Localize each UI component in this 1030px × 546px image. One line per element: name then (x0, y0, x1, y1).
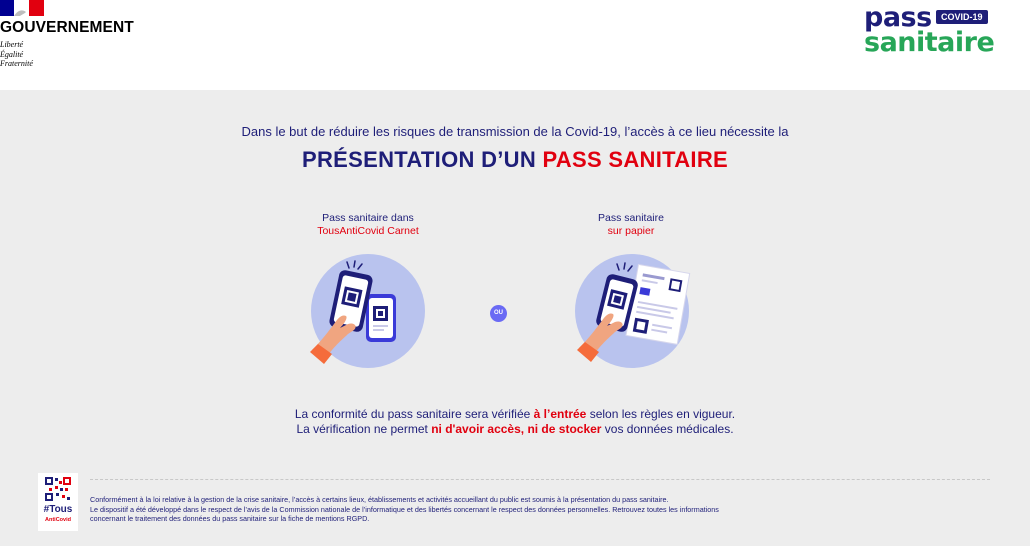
motto-liberte: Liberté (0, 40, 24, 49)
tac-anticovid-text: AntiCovid (45, 517, 71, 523)
tac-tous-text: #Tous (43, 504, 73, 515)
title-part-presentation: PRÉSENTATION D’UN (301, 147, 543, 172)
tousanticovid-logo (38, 473, 78, 531)
logo-sanitaire-word: sanitaire (864, 27, 995, 58)
republic-motto (0, 40, 33, 69)
title-part-pass-sanitaire: PASS SANITAIRE (542, 147, 728, 172)
paper-qr-illustration (575, 254, 705, 368)
header (0, 0, 1030, 90)
conformity-line1-b: à l’entrée (533, 407, 587, 421)
option-paper-label (531, 212, 731, 238)
legal-line-2: Le dispositif a été développé dans le respect de l’avis de la Commission nationale de l’informatique et des libertés concernant le respect des données personnelles. Retrouvez toutes les informations (90, 504, 719, 514)
conformity-line2-a: La vérification ne permet (296, 422, 432, 436)
conformity-line1-a: La conformité du pass sanitaire sera vérifiée (294, 407, 534, 421)
option-digital-line2: TousAntiCovid Carnet (317, 225, 419, 237)
conformity-line2 (0, 422, 1030, 437)
covid-badge: COVID-19 (936, 10, 988, 24)
option-paper-line2: sur papier (607, 225, 655, 237)
gouvernement-title: GOUVERNEMENT (0, 19, 134, 36)
conformity-line1-c: selon les règles en vigueur. (586, 407, 736, 421)
legal-notice (90, 495, 1000, 524)
marianne-flag-icon (0, 0, 44, 16)
tousanticovid-qr-icon (38, 473, 78, 503)
motto-fraternite: Fraternité (0, 59, 33, 68)
legal-line-1: Conformément à la loi relative à la gestion de la crise sanitaire, l’accès à certains lieux, établissements et activités accueillant du public est soumis à la présentation du pass sanitaire. (90, 495, 669, 504)
phone-qr-illustration (304, 254, 434, 368)
or-separator: OU (490, 305, 507, 322)
conformity-line2-c: vos données médicales. (601, 422, 734, 436)
option-digital-line1: Pass sanitaire dans (322, 212, 414, 224)
legal-line-3: concernant le traitement des données du pass sanitaire sur la fiche de mentions RGPD. (90, 514, 370, 523)
logo-pass-word: pass (864, 2, 932, 33)
intro-text: Dans le but de réduire les risques de transmission de la Covid-19, l’accès à ce lieu nécessite la (241, 124, 789, 139)
option-paper-line1: Pass sanitaire (598, 212, 664, 224)
pass-sanitaire-logo (864, 2, 995, 64)
page-title (0, 147, 1030, 173)
motto-egalite: Égalité (0, 49, 24, 59)
conformity-notice (0, 407, 1030, 437)
conformity-line2-b: ni d'avoir accès, ni de stocker (431, 422, 602, 436)
conformity-line1 (0, 407, 1030, 422)
option-digital-label (268, 212, 468, 238)
footer-divider (90, 479, 990, 480)
